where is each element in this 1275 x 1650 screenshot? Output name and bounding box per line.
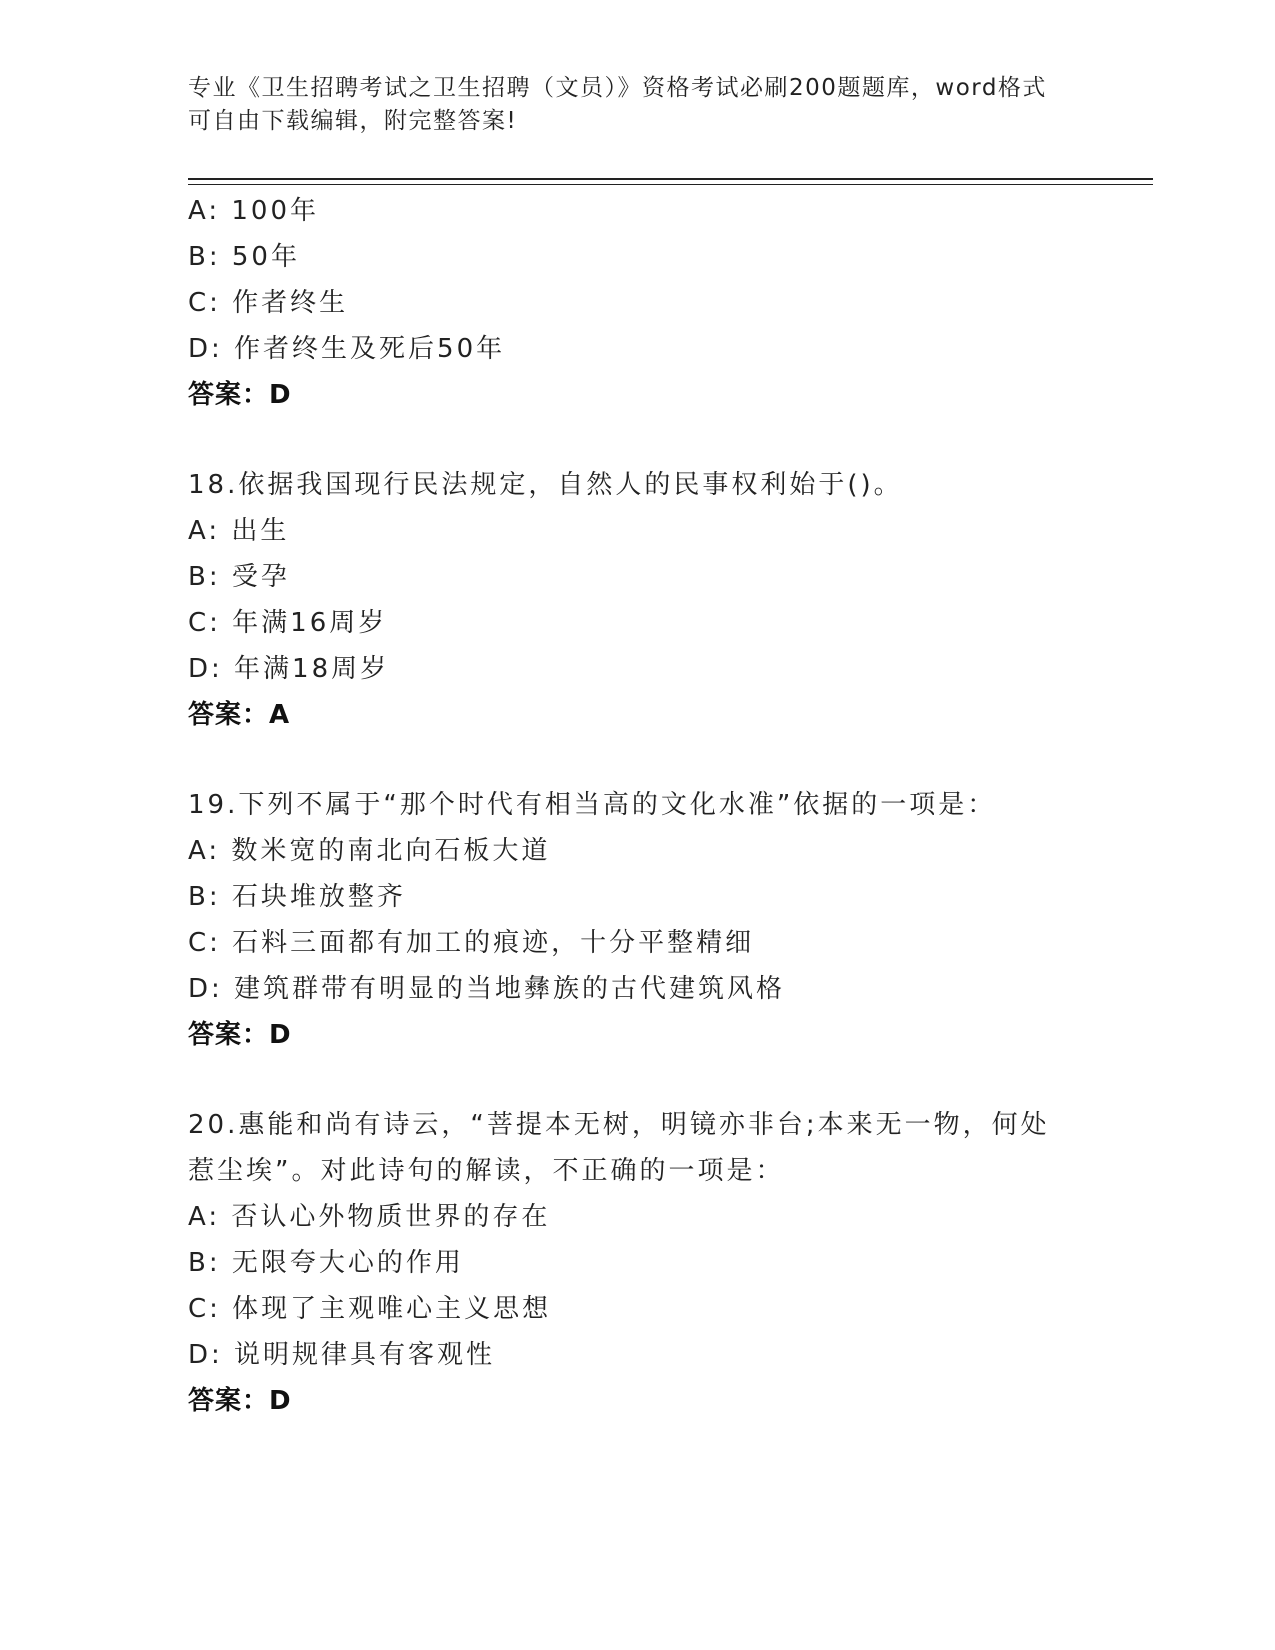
answer-line: 答案：A	[188, 700, 291, 730]
option-c: C: 体现了主观唯心主义思想	[188, 1294, 552, 1324]
option-b: B: 无限夸大心的作用	[188, 1248, 464, 1278]
question-20	[188, 1102, 1088, 1424]
option-c: C: 年满16周岁	[188, 608, 388, 638]
header-divider-thick	[188, 178, 1153, 180]
option-a: A: 数米宽的南北向石板大道	[188, 836, 551, 866]
option-b: B: 50年	[188, 242, 300, 272]
question-text-line-2: 惹尘埃”。对此诗句的解读，不正确的一项是：	[188, 1156, 785, 1186]
spacer	[188, 1058, 1088, 1102]
question-17	[188, 188, 1088, 418]
question-text: 18.依据我国现行民法规定，自然人的民事权利始于()。	[188, 470, 903, 500]
answer-line: 答案：D	[188, 1020, 292, 1050]
question-19	[188, 782, 1088, 1058]
option-b: B: 石块堆放整齐	[188, 882, 406, 912]
option-d: D: 作者终生及死后50年	[188, 334, 506, 364]
header-line-2: 可自由下载编辑，附完整答案!	[188, 108, 518, 134]
answer-line: 答案：D	[188, 1386, 292, 1416]
question-text-line-1: 20.惠能和尚有诗云，“菩提本无树，明镜亦非台;本来无一物，何处	[188, 1110, 1050, 1140]
option-d: D: 建筑群带有明显的当地彝族的古代建筑风格	[188, 974, 786, 1004]
spacer	[188, 738, 1088, 782]
option-a: A: 出生	[188, 516, 290, 546]
question-text: 19.下列不属于“那个时代有相当高的文化水准”依据的一项是：	[188, 790, 997, 820]
option-a: A: 100年	[188, 196, 319, 226]
document-header	[188, 72, 1088, 138]
option-c: C: 石料三面都有加工的痕迹，十分平整精细	[188, 928, 755, 958]
spacer	[188, 418, 1088, 462]
option-c: C: 作者终生	[188, 288, 349, 318]
header-line-1: 专业《卫生招聘考试之卫生招聘（文员）》资格考试必刷200题题库，word格式	[188, 75, 1047, 101]
question-list	[188, 188, 1088, 1424]
answer-line: 答案：D	[188, 380, 292, 410]
option-d: D: 年满18周岁	[188, 654, 390, 684]
option-a: A: 否认心外物质世界的存在	[188, 1202, 551, 1232]
header-divider-thin	[188, 184, 1153, 185]
question-18	[188, 462, 1088, 738]
option-b: B: 受孕	[188, 562, 290, 592]
option-d: D: 说明规律具有客观性	[188, 1340, 496, 1370]
